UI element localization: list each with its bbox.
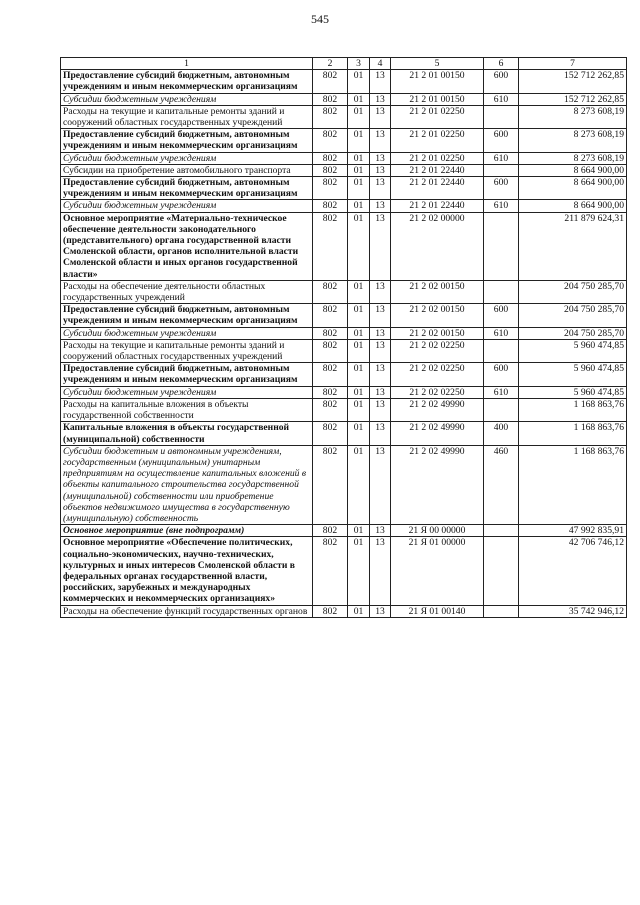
row-description: Субсидии бюджетным учреждениям	[61, 93, 313, 105]
row-description: Предоставление субсидий бюджетным, автономным учреждениям и иным некоммерческим организациям	[61, 177, 313, 200]
row-expense-type-code: 400	[484, 422, 519, 445]
row-subsection-code: 13	[370, 200, 391, 212]
row-description: Основное мероприятие «Обеспечение политических, социально-экономических, научно-технических, культурных и иных интересов Смоленской области в федеральных органах государственной власти, российских, зарубежных и международных коммерческих и некоммерческих организациях»	[61, 537, 313, 605]
row-subsection-code: 13	[370, 327, 391, 339]
row-expense-type-code: 610	[484, 327, 519, 339]
row-description: Расходы на текущие и капитальные ремонты зданий и сооружений областных государственных учреждений	[61, 339, 313, 362]
table-row	[61, 70, 627, 93]
row-amount: 8 273 608,19	[519, 105, 627, 128]
row-ministry-code: 802	[313, 164, 348, 176]
row-target-article-code: 21 Я 01 00000	[391, 537, 484, 605]
row-description: Предоставление субсидий бюджетным, автономным учреждениям и иным некоммерческим организациям	[61, 70, 313, 93]
table-row	[61, 398, 627, 421]
row-target-article-code: 21 2 02 00000	[391, 212, 484, 280]
row-description: Субсидии бюджетным учреждениям	[61, 200, 313, 212]
row-amount: 42 706 746,12	[519, 537, 627, 605]
row-expense-type-code	[484, 105, 519, 128]
row-description: Субсидии бюджетным учреждениям	[61, 386, 313, 398]
row-amount: 5 960 474,85	[519, 386, 627, 398]
row-target-article-code: 21 2 01 00150	[391, 70, 484, 93]
row-section-code: 01	[348, 212, 370, 280]
row-ministry-code: 802	[313, 70, 348, 93]
table-row	[61, 339, 627, 362]
row-expense-type-code: 460	[484, 445, 519, 524]
row-expense-type-code: 600	[484, 363, 519, 386]
table-row	[61, 164, 627, 176]
row-target-article-code: 21 2 01 00150	[391, 93, 484, 105]
row-expense-type-code: 610	[484, 200, 519, 212]
table-row	[61, 537, 627, 605]
row-subsection-code: 13	[370, 129, 391, 152]
row-ministry-code: 802	[313, 280, 348, 303]
row-ministry-code: 802	[313, 129, 348, 152]
header-col-2: 2	[313, 58, 348, 70]
row-expense-type-code	[484, 339, 519, 362]
table-row	[61, 105, 627, 128]
row-amount: 5 960 474,85	[519, 363, 627, 386]
row-ministry-code: 802	[313, 327, 348, 339]
row-subsection-code: 13	[370, 152, 391, 164]
table-row	[61, 177, 627, 200]
row-ministry-code: 802	[313, 304, 348, 327]
row-amount: 8 273 608,19	[519, 129, 627, 152]
row-ministry-code: 802	[313, 339, 348, 362]
row-target-article-code: 21 2 01 22440	[391, 200, 484, 212]
row-ministry-code: 802	[313, 525, 348, 537]
header-col-4: 4	[370, 58, 391, 70]
row-subsection-code: 13	[370, 339, 391, 362]
row-description: Субсидии бюджетным учреждениям	[61, 327, 313, 339]
row-ministry-code: 802	[313, 363, 348, 386]
row-section-code: 01	[348, 177, 370, 200]
row-ministry-code: 802	[313, 105, 348, 128]
page-number: 545	[311, 12, 329, 26]
table-row	[61, 445, 627, 524]
row-amount: 211 879 624,31	[519, 212, 627, 280]
row-section-code: 01	[348, 200, 370, 212]
header-col-1: 1	[61, 58, 313, 70]
row-expense-type-code: 610	[484, 93, 519, 105]
row-subsection-code: 13	[370, 177, 391, 200]
table-header-row	[61, 58, 627, 70]
row-target-article-code: 21 2 01 22440	[391, 164, 484, 176]
row-expense-type-code: 600	[484, 70, 519, 93]
row-subsection-code: 13	[370, 363, 391, 386]
row-target-article-code: 21 2 02 02250	[391, 339, 484, 362]
row-section-code: 01	[348, 70, 370, 93]
row-section-code: 01	[348, 164, 370, 176]
row-section-code: 01	[348, 386, 370, 398]
row-section-code: 01	[348, 525, 370, 537]
row-subsection-code: 13	[370, 70, 391, 93]
row-ministry-code: 802	[313, 605, 348, 617]
row-target-article-code: 21 2 01 02250	[391, 105, 484, 128]
row-amount: 35 742 946,12	[519, 605, 627, 617]
table-row	[61, 386, 627, 398]
table-row	[61, 93, 627, 105]
row-subsection-code: 13	[370, 445, 391, 524]
row-subsection-code: 13	[370, 422, 391, 445]
row-expense-type-code: 610	[484, 386, 519, 398]
row-amount: 204 750 285,70	[519, 304, 627, 327]
row-expense-type-code: 600	[484, 304, 519, 327]
row-description: Расходы на обеспечение деятельности областных государственных учреждений	[61, 280, 313, 303]
table-body	[61, 70, 627, 618]
row-target-article-code: 21 2 01 02250	[391, 152, 484, 164]
row-section-code: 01	[348, 445, 370, 524]
row-amount: 8 664 900,00	[519, 177, 627, 200]
row-description: Предоставление субсидий бюджетным, автономным учреждениям и иным некоммерческим организациям	[61, 129, 313, 152]
header-col-5: 5	[391, 58, 484, 70]
row-description: Основное мероприятие (вне подпрограмм)	[61, 525, 313, 537]
table-row	[61, 280, 627, 303]
row-ministry-code: 802	[313, 152, 348, 164]
row-amount: 204 750 285,70	[519, 327, 627, 339]
row-ministry-code: 802	[313, 386, 348, 398]
header-col-3: 3	[348, 58, 370, 70]
row-subsection-code: 13	[370, 212, 391, 280]
table-row	[61, 363, 627, 386]
row-expense-type-code	[484, 212, 519, 280]
table-row	[61, 327, 627, 339]
table-row	[61, 525, 627, 537]
row-target-article-code: 21 2 01 02250	[391, 129, 484, 152]
row-ministry-code: 802	[313, 93, 348, 105]
row-amount: 1 168 863,76	[519, 422, 627, 445]
budget-table	[60, 57, 627, 618]
row-amount: 152 712 262,85	[519, 93, 627, 105]
row-target-article-code: 21 2 02 49990	[391, 445, 484, 524]
row-section-code: 01	[348, 398, 370, 421]
row-expense-type-code	[484, 605, 519, 617]
row-subsection-code: 13	[370, 105, 391, 128]
row-description: Субсидии бюджетным и автономным учреждениям, государственным (муниципальным) унитарным предприятиям на осуществление капитальных вложений в объекты капитального строительства государственной (муниципальной) собственности или приобретение объектов недвижимого имущества в государственную (муниципальную) собственность	[61, 445, 313, 524]
row-subsection-code: 13	[370, 164, 391, 176]
row-amount: 5 960 474,85	[519, 339, 627, 362]
table-row	[61, 304, 627, 327]
row-target-article-code: 21 2 02 02250	[391, 363, 484, 386]
row-target-article-code: 21 2 02 49990	[391, 422, 484, 445]
row-section-code: 01	[348, 363, 370, 386]
row-subsection-code: 13	[370, 398, 391, 421]
row-description: Основное мероприятие «Материально-техническое обеспечение деятельности законодательного (представительного) органа государственной власти Смоленской области, органов исполнительной власти Смоленской области и иных органов государственной власти»	[61, 212, 313, 280]
table-row	[61, 129, 627, 152]
row-target-article-code: 21 2 02 00150	[391, 280, 484, 303]
row-target-article-code: 21 Я 01 00140	[391, 605, 484, 617]
row-description: Расходы на текущие и капитальные ремонты зданий и сооружений областных государственных учреждений	[61, 105, 313, 128]
row-ministry-code: 802	[313, 200, 348, 212]
row-description: Субсидии на приобретение автомобильного транспорта	[61, 164, 313, 176]
header-col-6: 6	[484, 58, 519, 70]
row-amount: 1 168 863,76	[519, 398, 627, 421]
row-section-code: 01	[348, 152, 370, 164]
row-target-article-code: 21 Я 00 00000	[391, 525, 484, 537]
row-amount: 8 664 900,00	[519, 200, 627, 212]
table-row	[61, 212, 627, 280]
row-subsection-code: 13	[370, 304, 391, 327]
row-expense-type-code	[484, 280, 519, 303]
row-section-code: 01	[348, 605, 370, 617]
row-target-article-code: 21 2 02 00150	[391, 304, 484, 327]
header-col-7: 7	[519, 58, 627, 70]
row-amount: 1 168 863,76	[519, 445, 627, 524]
row-description: Расходы на обеспечение функций государственных органов	[61, 605, 313, 617]
row-section-code: 01	[348, 105, 370, 128]
row-subsection-code: 13	[370, 386, 391, 398]
row-subsection-code: 13	[370, 537, 391, 605]
row-ministry-code: 802	[313, 212, 348, 280]
row-expense-type-code	[484, 164, 519, 176]
row-amount: 204 750 285,70	[519, 280, 627, 303]
row-amount: 8 273 608,19	[519, 152, 627, 164]
table-row	[61, 605, 627, 617]
row-section-code: 01	[348, 129, 370, 152]
row-expense-type-code: 600	[484, 177, 519, 200]
row-description: Расходы на капитальные вложения в объекты государственной собственности	[61, 398, 313, 421]
row-target-article-code: 21 2 02 02250	[391, 386, 484, 398]
row-section-code: 01	[348, 422, 370, 445]
table-row	[61, 422, 627, 445]
row-section-code: 01	[348, 327, 370, 339]
row-amount: 152 712 262,85	[519, 70, 627, 93]
row-expense-type-code: 600	[484, 129, 519, 152]
row-description: Капитальные вложения в объекты государственной (муниципальной) собственности	[61, 422, 313, 445]
row-target-article-code: 21 2 01 22440	[391, 177, 484, 200]
row-expense-type-code	[484, 537, 519, 605]
row-ministry-code: 802	[313, 177, 348, 200]
row-description: Предоставление субсидий бюджетным, автономным учреждениям и иным некоммерческим организациям	[61, 363, 313, 386]
row-ministry-code: 802	[313, 398, 348, 421]
table-row	[61, 152, 627, 164]
row-description: Субсидии бюджетным учреждениям	[61, 152, 313, 164]
row-ministry-code: 802	[313, 537, 348, 605]
row-section-code: 01	[348, 93, 370, 105]
row-section-code: 01	[348, 304, 370, 327]
row-description: Предоставление субсидий бюджетным, автономным учреждениям и иным некоммерческим организациям	[61, 304, 313, 327]
row-ministry-code: 802	[313, 445, 348, 524]
table-row	[61, 200, 627, 212]
row-section-code: 01	[348, 339, 370, 362]
row-section-code: 01	[348, 280, 370, 303]
row-target-article-code: 21 2 02 00150	[391, 327, 484, 339]
row-expense-type-code	[484, 398, 519, 421]
row-subsection-code: 13	[370, 93, 391, 105]
row-ministry-code: 802	[313, 422, 348, 445]
row-expense-type-code: 610	[484, 152, 519, 164]
row-amount: 8 664 900,00	[519, 164, 627, 176]
row-subsection-code: 13	[370, 605, 391, 617]
row-target-article-code: 21 2 02 49990	[391, 398, 484, 421]
row-subsection-code: 13	[370, 280, 391, 303]
row-expense-type-code	[484, 525, 519, 537]
row-subsection-code: 13	[370, 525, 391, 537]
row-section-code: 01	[348, 537, 370, 605]
row-amount: 47 992 835,91	[519, 525, 627, 537]
